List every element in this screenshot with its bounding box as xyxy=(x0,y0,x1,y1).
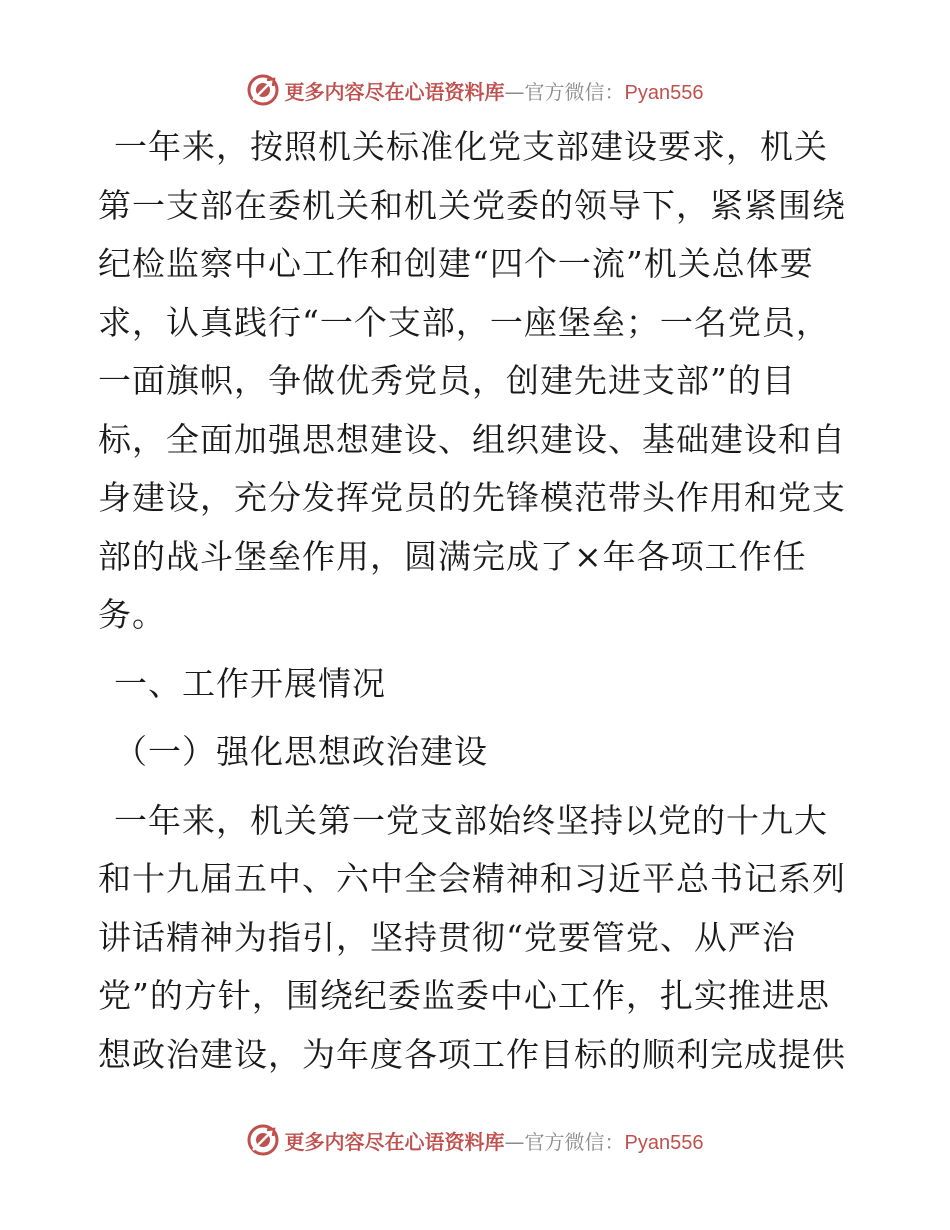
banner-wechat-id: Pyan556 xyxy=(624,81,704,104)
banner-text xyxy=(285,76,704,105)
banner-brand-text: 更多内容尽在心语资料库 xyxy=(284,79,505,104)
footer-watermark-banner xyxy=(0,1120,950,1160)
document-body xyxy=(98,118,858,1084)
banner-brand-text: 更多内容尽在心语资料库 xyxy=(284,1129,505,1154)
header-watermark-banner xyxy=(0,70,950,110)
brand-logo-icon xyxy=(247,1124,279,1156)
banner-official-label: 官方微信： xyxy=(524,1129,625,1154)
subsection-heading: （一）强化思想政治建设 xyxy=(114,732,488,771)
intro-paragraph: 一年来，按照机关标准化党支部建设要求，机关第一支部在委机关和机关党委的领导下，紧紧围绕纪检监察中心工作和创建“四个一流”机关总体要求，认真践行“一个支部，一座堡垒；一名党员，一面旗帜，争做优秀党员，创建先进支部”的目标，全面加强思想建设、组织建设、基础建设和自身建设，充分发挥党员的先锋模范带头作用和党支部的战斗堡垒作用，圆满完成了×年各项工作任务。 xyxy=(98,127,846,634)
banner-dash: — xyxy=(504,1129,525,1154)
banner-dash: — xyxy=(504,79,525,104)
banner-wechat-id: Pyan556 xyxy=(624,1131,704,1154)
section-heading: 一、工作开展情况 xyxy=(114,663,386,703)
banner-official-label: 官方微信： xyxy=(524,79,625,104)
brand-logo-icon xyxy=(247,74,279,106)
banner-text xyxy=(285,1126,704,1155)
body-paragraph: 一年来，机关第一党支部始终坚持以党的十九大和十九届五中、六中全会精神和习近平总书记系列讲话精神为指引，坚持贯彻“党要管党、从严治党”的方针，围绕纪委监委中心工作，扎实推进思想政治建设，为年度各项工作目标的顺利完成提供 xyxy=(98,800,846,1074)
